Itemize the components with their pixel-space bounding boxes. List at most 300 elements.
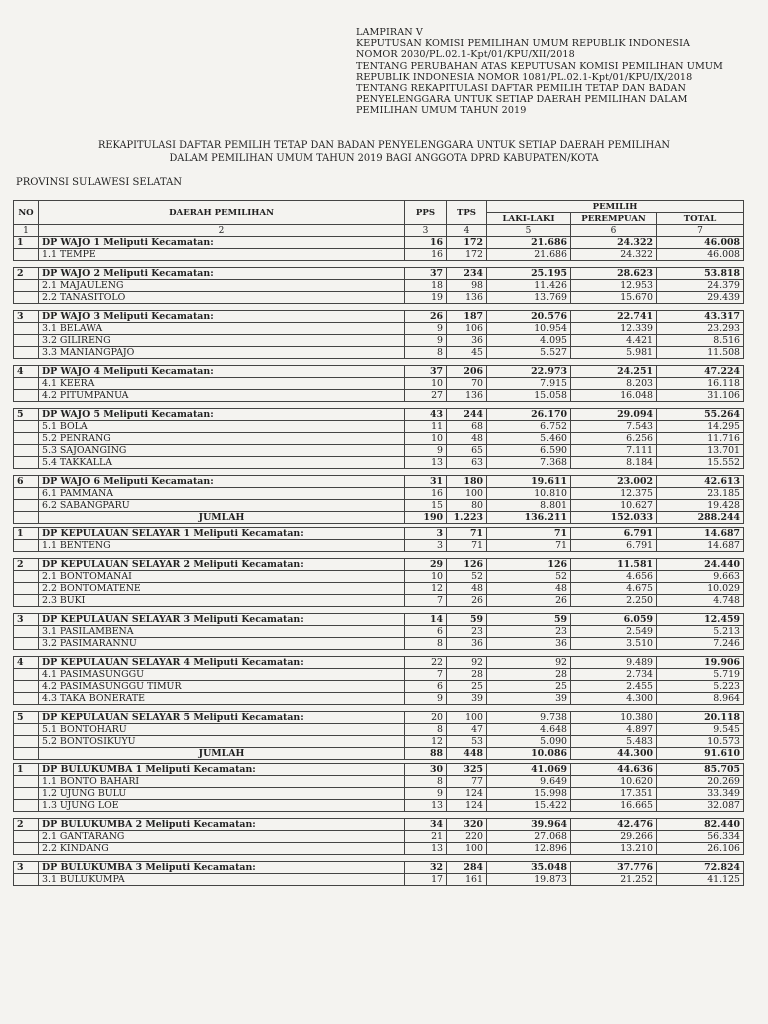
cell-no [14,433,39,445]
spacer-cell [571,812,657,819]
cell-tps: 63 [447,457,487,469]
cell-p: 8.203 [571,378,657,390]
cell-tot: 9.545 [657,724,744,736]
letterhead-line: TENTANG PERUBAHAN ATAS KEPUTUSAN KOMISI PEMILIHAN UMUM [356,60,723,72]
district-row [14,476,744,488]
spacer-row [14,650,744,657]
cell-l: 26 [487,595,571,607]
cell-tot: 14.295 [657,421,744,433]
spacer-cell [14,552,39,559]
spacer-cell [571,469,657,476]
cell-tot: 11.716 [657,433,744,445]
spacer-cell [39,607,405,614]
cell-no: 2 [14,268,39,280]
cell-p: 2.455 [571,681,657,693]
cell-pps: 6 [405,626,447,638]
cell-l: 12.896 [487,843,571,855]
cell-pps: 14 [405,614,447,626]
cell-p: 6.256 [571,433,657,445]
spacer-cell [14,469,39,476]
cell-p: 6.059 [571,614,657,626]
cell-tot: 10.029 [657,583,744,595]
spacer-cell [447,855,487,862]
cell-p: 24.322 [571,237,657,249]
cell-no [14,626,39,638]
cell-pps: 11 [405,421,447,433]
subdistrict-name: 4.2 PASIMASUNGGU TIMUR [39,681,405,693]
cell-l: 71 [487,540,571,552]
spacer-cell [405,705,447,712]
spacer-cell [487,705,571,712]
letterhead-line: LAMPIRAN V [356,27,423,38]
district-row [14,237,744,249]
cell-tps: 106 [447,323,487,335]
cell-tps: 48 [447,433,487,445]
cell-tot: 9.663 [657,571,744,583]
letterhead-line: KEPUTUSAN KOMISI PEMILIHAN UMUM REPUBLIK INDONESIA [356,38,691,50]
cell-l: 13.769 [487,292,571,304]
letterhead-line: PEMILIHAN UMUM TAHUN 2019 [356,105,527,117]
cell-l: 5.527 [487,347,571,359]
title-line-2: DALAM PEMILIHAN UMUM TAHUN 2019 BAGI ANGGOTA DPRD KABUPATEN/KOTA [169,153,599,164]
cell-tps: 100 [447,712,487,724]
header-tps: TPS [447,201,487,225]
spacer-cell [571,552,657,559]
cell-p: 15.670 [571,292,657,304]
spacer-cell [39,705,405,712]
cell-tps: 65 [447,445,487,457]
cell-no [14,335,39,347]
cell-pps: 12 [405,583,447,595]
total-label: JUMLAH [39,512,405,524]
cell-p: 24.322 [571,249,657,261]
cell-no [14,390,39,402]
cell-tps: 172 [447,249,487,261]
cell-no [14,445,39,457]
cell-tot: 20.269 [657,776,744,788]
cell-pps: 9 [405,445,447,457]
cell-p: 12.953 [571,280,657,292]
subdistrict-name: 3.1 PASILAMBENA [39,626,405,638]
subdistrict-name: 3.1 BULUKUMPA [39,874,405,886]
spacer-row [14,261,744,268]
cell-tps: 48 [447,583,487,595]
cell-no [14,488,39,500]
spacer-cell [39,261,405,268]
spacer-row [14,812,744,819]
cell-tot: 4.748 [657,595,744,607]
cell-l: 7.915 [487,378,571,390]
spacer-cell [14,650,39,657]
cell-tps: 180 [447,476,487,488]
district-name: DP WAJO 6 Meliputi Kecamatan: [39,476,405,488]
subdistrict-name: 2.1 BONTOMANAI [39,571,405,583]
column-index-row [14,225,744,237]
cell-tps: 136 [447,390,487,402]
cell-tot: 41.125 [657,874,744,886]
cell-pps: 22 [405,657,447,669]
subdistrict-name: 2.3 BUKI [39,595,405,607]
spacer-cell [447,650,487,657]
cell-no [14,421,39,433]
subdistrict-row [14,874,744,886]
cell-l: 4.648 [487,724,571,736]
subdistrict-name: 1.3 UJUNG LOE [39,800,405,812]
spacer-cell [14,607,39,614]
cell-tot: 32.087 [657,800,744,812]
cell-tps: 448 [447,748,487,760]
district-row [14,819,744,831]
cell-l: 25 [487,681,571,693]
cell-p: 10.627 [571,500,657,512]
spacer-cell [571,359,657,366]
cell-no [14,323,39,335]
spacer-cell [487,552,571,559]
cell-p: 28.623 [571,268,657,280]
total-label: JUMLAH [39,748,405,760]
cell-l: 48 [487,583,571,595]
cell-l: 10.810 [487,488,571,500]
spacer-cell [405,359,447,366]
spacer-cell [447,607,487,614]
spacer-cell [657,607,744,614]
cell-no [14,831,39,843]
spacer-cell [487,469,571,476]
cell-no [14,457,39,469]
cell-pps: 21 [405,831,447,843]
column-index: 1 [14,225,39,237]
cell-no [14,800,39,812]
cell-no: 6 [14,476,39,488]
subdistrict-name: 6.2 SABANGPARU [39,500,405,512]
cell-pps: 18 [405,280,447,292]
cell-tot: 14.687 [657,528,744,540]
spacer-cell [657,705,744,712]
subdistrict-name: 4.1 PASIMASUNGGU [39,669,405,681]
spacer-cell [39,650,405,657]
cell-tps: 98 [447,280,487,292]
cell-pps: 13 [405,457,447,469]
cell-tot: 16.118 [657,378,744,390]
cell-l: 9.738 [487,712,571,724]
spacer-cell [405,552,447,559]
cell-tot: 8.964 [657,693,744,705]
subdistrict-row [14,292,744,304]
cell-no [14,638,39,650]
cell-no [14,724,39,736]
spacer-cell [571,402,657,409]
cell-tot: 23.293 [657,323,744,335]
cell-no [14,500,39,512]
cell-l: 39 [487,693,571,705]
district-row [14,528,744,540]
subdistrict-name: 1.1 BONTO BAHARI [39,776,405,788]
cell-p: 24.251 [571,366,657,378]
cell-tot: 24.379 [657,280,744,292]
cell-p: 23.002 [571,476,657,488]
cell-tot: 43.317 [657,311,744,323]
cell-no [14,693,39,705]
cell-pps: 15 [405,500,447,512]
cell-l: 39.964 [487,819,571,831]
cell-no: 1 [14,528,39,540]
cell-pps: 16 [405,488,447,500]
subdistrict-name: 1.1 TEMPE [39,249,405,261]
cell-tps: 100 [447,843,487,855]
spacer-cell [447,359,487,366]
cell-l: 8.801 [487,500,571,512]
subdistrict-name: 3.1 BELAWA [39,323,405,335]
cell-tot: 23.185 [657,488,744,500]
cell-tps: 52 [447,571,487,583]
subdistrict-name: 3.2 GILIRENG [39,335,405,347]
cell-tot: 91.610 [657,748,744,760]
cell-pps: 9 [405,335,447,347]
cell-l: 21.686 [487,249,571,261]
cell-pps: 13 [405,800,447,812]
subdistrict-name: 4.1 KEERA [39,378,405,390]
cell-tot: 11.508 [657,347,744,359]
cell-p: 44.300 [571,748,657,760]
cell-tps: 320 [447,819,487,831]
cell-l: 23 [487,626,571,638]
cell-l: 28 [487,669,571,681]
cell-p: 9.489 [571,657,657,669]
cell-p: 29.094 [571,409,657,421]
spacer-cell [657,650,744,657]
spacer-cell [487,650,571,657]
cell-l: 11.426 [487,280,571,292]
subdistrict-row [14,681,744,693]
spacer-cell [657,812,744,819]
subdistrict-name: 5.4 TAKKALLA [39,457,405,469]
cell-l: 19.873 [487,874,571,886]
cell-pps: 19 [405,292,447,304]
cell-p: 22.741 [571,311,657,323]
spacer-cell [487,359,571,366]
subdistrict-row [14,693,744,705]
cell-pps: 16 [405,237,447,249]
cell-tps: 1.223 [447,512,487,524]
spacer-cell [39,402,405,409]
subdistrict-name: 5.1 BONTOHARU [39,724,405,736]
cell-no: 3 [14,311,39,323]
cell-tps: 39 [447,693,487,705]
cell-l: 5.090 [487,736,571,748]
cell-l: 35.048 [487,862,571,874]
cell-no [14,280,39,292]
subdistrict-row [14,736,744,748]
cell-tot: 56.334 [657,831,744,843]
cell-l: 71 [487,528,571,540]
cell-pps: 12 [405,736,447,748]
subdistrict-name: 6.1 PAMMANA [39,488,405,500]
cell-pps: 37 [405,366,447,378]
cell-pps: 8 [405,776,447,788]
cell-tps: 59 [447,614,487,626]
cell-l: 5.460 [487,433,571,445]
header-laki: LAKI-LAKI [487,213,571,225]
cell-tot: 8.516 [657,335,744,347]
cell-tot: 24.440 [657,559,744,571]
spacer-cell [657,261,744,268]
column-index: 4 [447,225,487,237]
subdistrict-row [14,445,744,457]
spacer-cell [14,359,39,366]
subdistrict-name: 2.2 KINDANG [39,843,405,855]
spacer-cell [405,607,447,614]
cell-pps: 27 [405,390,447,402]
cell-no: 2 [14,819,39,831]
subdistrict-row [14,800,744,812]
cell-pps: 31 [405,476,447,488]
district-name: DP KEPULAUAN SELAYAR 1 Meliputi Kecamatan: [39,528,405,540]
spacer-cell [657,552,744,559]
header-daerah: DAERAH PEMILIHAN [39,201,405,225]
cell-pps: 13 [405,843,447,855]
spacer-cell [571,650,657,657]
spacer-row [14,855,744,862]
spacer-cell [657,469,744,476]
cell-no: 1 [14,237,39,249]
cell-pps: 10 [405,571,447,583]
subdistrict-name: 2.2 TANASITOLO [39,292,405,304]
cell-tps: 80 [447,500,487,512]
cell-l: 136.211 [487,512,571,524]
cell-tps: 70 [447,378,487,390]
cell-pps: 8 [405,724,447,736]
cell-tps: 25 [447,681,487,693]
cell-pps: 3 [405,540,447,552]
cell-tot: 10.573 [657,736,744,748]
cell-pps: 37 [405,268,447,280]
cell-p: 12.375 [571,488,657,500]
cell-no: 5 [14,712,39,724]
cell-p: 42.476 [571,819,657,831]
cell-l: 20.576 [487,311,571,323]
district-name: DP WAJO 3 Meliputi Kecamatan: [39,311,405,323]
subdistrict-name: 3.3 MANIANGPAJO [39,347,405,359]
cell-p: 10.380 [571,712,657,724]
cell-tps: 124 [447,788,487,800]
letterhead-line: NOMOR 2030/PL.02.1-Kpt/01/KPU/XII/2018 [356,49,575,61]
cell-tps: 136 [447,292,487,304]
spacer-cell [447,402,487,409]
cell-l: 7.368 [487,457,571,469]
cell-tps: 187 [447,311,487,323]
cell-no [14,595,39,607]
spacer-cell [487,812,571,819]
spacer-cell [487,607,571,614]
cell-tps: 284 [447,862,487,874]
cell-pps: 10 [405,378,447,390]
cell-p: 11.581 [571,559,657,571]
cell-tot: 5.223 [657,681,744,693]
district-name: DP KEPULAUAN SELAYAR 5 Meliputi Kecamatan: [39,712,405,724]
cell-pps: 8 [405,638,447,650]
spacer-row [14,359,744,366]
district-row [14,712,744,724]
cell-tps: 77 [447,776,487,788]
district-name: DP BULUKUMBA 1 Meliputi Kecamatan: [39,764,405,776]
cell-tps: 126 [447,559,487,571]
cell-p: 4.675 [571,583,657,595]
cell-l: 26.170 [487,409,571,421]
cell-tot: 55.264 [657,409,744,421]
spacer-cell [14,402,39,409]
subdistrict-name: 1.1 BENTENG [39,540,405,552]
cell-tot: 14.687 [657,540,744,552]
spacer-cell [405,261,447,268]
cell-p: 4.300 [571,693,657,705]
column-index: 3 [405,225,447,237]
cell-p: 5.483 [571,736,657,748]
title-line-1: REKAPITULASI DAFTAR PEMILIH TETAP DAN BADAN PENYELENGGARA UNTUK SETIAP DAERAH PEMILIHAN [98,140,670,151]
spacer-cell [39,855,405,862]
subdistrict-row [14,323,744,335]
subdistrict-row [14,421,744,433]
spacer-cell [571,705,657,712]
subdistrict-row [14,626,744,638]
cell-no [14,669,39,681]
district-row [14,862,744,874]
cell-p: 2.734 [571,669,657,681]
subdistrict-row [14,280,744,292]
spacer-cell [657,855,744,862]
subdistrict-name: 4.2 PITUMPANUA [39,390,405,402]
spacer-cell [657,359,744,366]
cell-tot: 19.428 [657,500,744,512]
subdistrict-name: 2.2 BONTOMATENE [39,583,405,595]
cell-pps: 10 [405,433,447,445]
cell-tps: 100 [447,488,487,500]
cell-tot: 13.701 [657,445,744,457]
column-index: 7 [657,225,744,237]
cell-p: 37.776 [571,862,657,874]
district-name: DP WAJO 5 Meliputi Kecamatan: [39,409,405,421]
cell-tps: 124 [447,800,487,812]
district-row [14,614,744,626]
cell-no [14,748,39,760]
district-row [14,764,744,776]
cell-tps: 36 [447,638,487,650]
cell-tot: 31.106 [657,390,744,402]
subdistrict-row [14,843,744,855]
spacer-cell [487,855,571,862]
cell-l: 10.086 [487,748,571,760]
cell-pps: 20 [405,712,447,724]
cell-l: 6.590 [487,445,571,457]
letterhead-line: REPUBLIK INDONESIA NOMOR 1081/PL.02.1-Kpt/01/KPU/IX/2018 [356,71,693,83]
column-index: 5 [487,225,571,237]
cell-pps: 30 [405,764,447,776]
cell-p: 2.250 [571,595,657,607]
cell-l: 19.611 [487,476,571,488]
header-pps: PPS [405,201,447,225]
document-title [0,139,768,165]
cell-no: 3 [14,614,39,626]
spacer-row [14,304,744,311]
cell-tps: 71 [447,528,487,540]
cell-p: 10.620 [571,776,657,788]
cell-l: 52 [487,571,571,583]
cell-no [14,249,39,261]
subdistrict-row [14,378,744,390]
subdistrict-name: 4.3 TAKA BONERATE [39,693,405,705]
letterhead-line: TENTANG REKAPITULASI DAFTAR PEMILIH TETAP DAN BADAN [356,83,686,95]
cell-l: 126 [487,559,571,571]
cell-tot: 29.439 [657,292,744,304]
